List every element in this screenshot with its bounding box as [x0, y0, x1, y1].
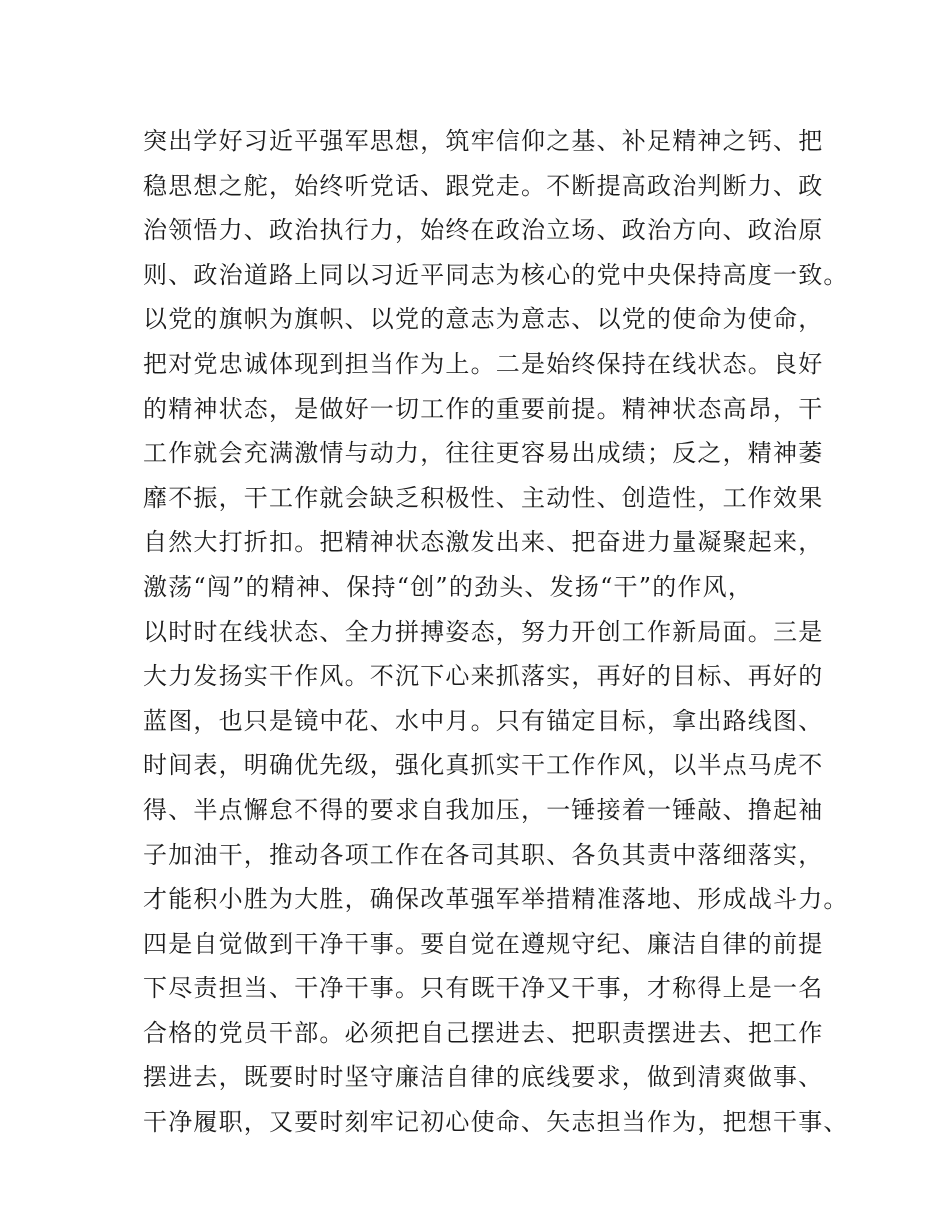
text-line: 子加油干，推动各项工作在各司其职、各负其责中落细落实， [143, 840, 824, 869]
text-line: 大力发扬实干作风。不沉下心来抓落实，再好的目标、再好的 [143, 662, 824, 691]
text-line: 四是自觉做到干净干事。要自觉在遵规守纪、廉洁自律的前提 [143, 929, 824, 958]
text-line: 时间表，明确优先级，强化真抓实干工作作风，以半点马虎不 [143, 751, 824, 780]
text-line: 自然大打折扣。把精神状态激发出来、把奋进力量凝聚起来， [143, 528, 824, 557]
text-line: 才能积小胜为大胜，确保改革强军举措精准落地、形成战斗力。 [143, 885, 849, 914]
text-line: 摆进去，既要时时坚守廉洁自律的底线要求，做到清爽做事、 [143, 1063, 824, 1092]
text-line: 得、半点懈怠不得的要求自我加压，一锤接着一锤敲、撸起袖 [143, 795, 824, 824]
text-line: 把对党忠诚体现到担当作为上。二是始终保持在线状态。良好 [143, 349, 824, 378]
text-line: 蓝图，也只是镜中花、水中月。只有锚定目标，拿出路线图、 [143, 706, 824, 735]
text-line: 以党的旗帜为旗帜、以党的意志为意志、以党的使命为使命， [143, 305, 824, 334]
text-line: 下尽责担当、干净干事。只有既干净又干事，才称得上是一名 [143, 974, 824, 1003]
text-line: 工作就会充满激情与动力，往往更容易出成绩；反之，精神萎 [143, 439, 824, 468]
text-line: 以时时在线状态、全力拼搏姿态，努力开创工作新局面。三是 [143, 617, 824, 646]
text-line: 激荡“闯”的精神、保持“创”的劲头、发扬“干”的作风， [143, 572, 754, 601]
text-line: 靡不振，干工作就会缺乏积极性、主动性、创造性，工作效果 [143, 483, 824, 512]
text-line: 治领悟力、政治执行力，始终在政治立场、政治方向、政治原 [143, 216, 824, 245]
text-line: 干净履职，又要时刻牢记初心使命、矢志担当作为，把想干事、 [143, 1108, 849, 1137]
text-line: 的精神状态，是做好一切工作的重要前提。精神状态高昂，干 [143, 394, 824, 423]
text-line: 则、政治道路上同以习近平同志为核心的党中央保持高度一致。 [143, 260, 849, 289]
text-line: 合格的党员干部。必须把自己摆进去、把职责摆进去、把工作 [143, 1018, 824, 1047]
text-line: 突出学好习近平强军思想，筑牢信仰之基、补足精神之钙、把 [143, 127, 824, 155]
text-line: 稳思想之舵，始终听党话、跟党走。不断提高政治判断力、政 [143, 171, 824, 200]
body-text [143, 119, 849, 1145]
